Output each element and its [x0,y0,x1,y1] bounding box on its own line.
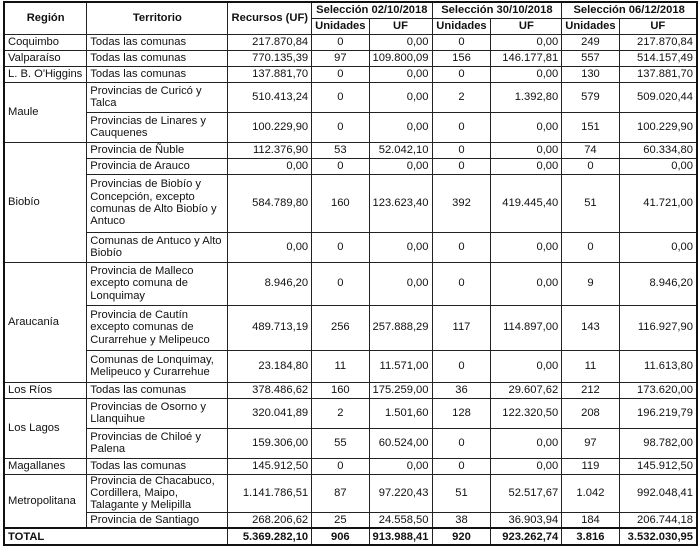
unidades-3-cell: 119 [562,458,619,474]
header-selection-3: Selección 06/12/2018 [562,2,697,18]
territorio-cell: Provincia de Arauco [87,158,228,174]
recursos-cell: 137.881,70 [228,66,312,82]
total-unidades-1: 906 [312,528,369,545]
header-selection-2: Selección 30/10/2018 [432,2,562,18]
territorio-cell: Todas las comunas [87,458,228,474]
uf-2-cell: 0,00 [491,142,562,158]
unidades-1-cell: 0 [312,66,369,82]
recursos-cell: 159.306,00 [228,428,312,458]
recursos-cell: 145.912,50 [228,458,312,474]
header-region: Región [4,2,87,34]
uf-1-cell: 0,00 [369,34,432,50]
uf-2-cell: 114.897,00 [491,305,562,350]
unidades-3-cell: 1.042 [562,474,619,512]
header-uf-3: UF [619,18,697,34]
unidades-1-cell: 87 [312,474,369,512]
unidades-2-cell: 0 [432,112,491,142]
unidades-1-cell: 256 [312,305,369,350]
region-cell: Los Ríos [4,382,87,398]
territorio-cell: Provincias de Curicó y Talca [87,82,228,112]
uf-2-cell: 419.445,40 [491,174,562,232]
unidades-1-cell: 2 [312,398,369,428]
unidades-3-cell: 130 [562,66,619,82]
header-uf-2: UF [491,18,562,34]
unidades-2-cell: 0 [432,262,491,305]
territorio-cell: Provincia de Ñuble [87,142,228,158]
unidades-2-cell: 0 [432,458,491,474]
recursos-cell: 268.206,62 [228,512,312,528]
uf-3-cell: 116.927,90 [619,305,697,350]
uf-2-cell: 1.392,80 [491,82,562,112]
recursos-cell: 378.486,62 [228,382,312,398]
uf-1-cell: 123.623,40 [369,174,432,232]
unidades-3-cell: 249 [562,34,619,50]
unidades-2-cell: 51 [432,474,491,512]
uf-1-cell: 0,00 [369,66,432,82]
table-row [4,50,697,66]
recursos-cell: 510.413,24 [228,82,312,112]
table-row [4,398,697,428]
table-row [4,458,697,474]
region-cell: Biobío [4,142,87,262]
uf-2-cell: 0,00 [491,350,562,382]
table-row [4,474,697,512]
unidades-2-cell: 38 [432,512,491,528]
total-unidades-3: 3.816 [562,528,619,545]
recursos-cell: 112.376,90 [228,142,312,158]
region-cell: Los Lagos [4,398,87,458]
uf-2-cell: 29.607,62 [491,382,562,398]
unidades-1-cell: 11 [312,350,369,382]
unidades-3-cell: 11 [562,350,619,382]
unidades-1-cell: 0 [312,82,369,112]
uf-2-cell: 52.517,67 [491,474,562,512]
unidades-2-cell: 117 [432,305,491,350]
table-row [4,305,697,350]
unidades-2-cell: 0 [432,158,491,174]
territorio-cell: Comunas de Antuco y Alto Biobío [87,232,228,262]
unidades-3-cell: 0 [562,232,619,262]
uf-1-cell: 52.042,10 [369,142,432,158]
unidades-1-cell: 0 [312,112,369,142]
recursos-cell: 217.870,84 [228,34,312,50]
territorio-cell: Provincias de Chiloé y Palena [87,428,228,458]
recursos-cell: 8.946,20 [228,262,312,305]
territorio-cell: Provincias de Biobío y Concepción, excepto comunas de Alto Biobío y Antuco [87,174,228,232]
uf-3-cell: 145.912,50 [619,458,697,474]
uf-1-cell: 24.558,50 [369,512,432,528]
recursos-cell: 100.229,90 [228,112,312,142]
recursos-cell: 584.789,80 [228,174,312,232]
unidades-2-cell: 0 [432,66,491,82]
uf-1-cell: 1.501,60 [369,398,432,428]
recursos-cell: 1.141.786,51 [228,474,312,512]
table-row [4,66,697,82]
uf-1-cell: 109.800,09 [369,50,432,66]
total-uf-3: 3.532.030,95 [619,528,697,545]
uf-1-cell: 0,00 [369,112,432,142]
territorio-cell: Todas las comunas [87,66,228,82]
header-uf-1: UF [369,18,432,34]
uf-3-cell: 514.157,49 [619,50,697,66]
uf-3-cell: 60.334,80 [619,142,697,158]
header-unidades-1: Unidades [312,18,369,34]
uf-3-cell: 41.721,00 [619,174,697,232]
uf-3-cell: 992.048,41 [619,474,697,512]
uf-1-cell: 0,00 [369,232,432,262]
recursos-cell: 770.135,39 [228,50,312,66]
resources-table-container [3,1,698,546]
unidades-1-cell: 25 [312,512,369,528]
total-uf-1: 913.988,41 [369,528,432,545]
total-unidades-2: 920 [432,528,491,545]
uf-3-cell: 509.020,44 [619,82,697,112]
unidades-3-cell: 184 [562,512,619,528]
unidades-1-cell: 53 [312,142,369,158]
uf-3-cell: 173.620,00 [619,382,697,398]
uf-1-cell: 0,00 [369,158,432,174]
territorio-cell: Provincias de Osorno y Llanquihue [87,398,228,428]
header-unidades-2: Unidades [432,18,491,34]
uf-3-cell: 0,00 [619,158,697,174]
unidades-3-cell: 0 [562,158,619,174]
total-label: TOTAL [4,528,228,545]
region-cell: L. B. O'Higgins [4,66,87,82]
uf-3-cell: 0,00 [619,232,697,262]
territorio-cell: Provincia de Cautín excepto comunas de Curarrehue y Melipeuco [87,305,228,350]
table-row [4,350,697,382]
territorio-cell: Todas las comunas [87,382,228,398]
unidades-3-cell: 51 [562,174,619,232]
table-row [4,82,697,112]
unidades-2-cell: 2 [432,82,491,112]
unidades-1-cell: 97 [312,50,369,66]
region-cell: Maule [4,82,87,142]
unidades-1-cell: 160 [312,382,369,398]
uf-3-cell: 100.229,90 [619,112,697,142]
total-uf-2: 923.262,74 [491,528,562,545]
unidades-2-cell: 0 [432,350,491,382]
recursos-cell: 489.713,19 [228,305,312,350]
table-row [4,112,697,142]
unidades-3-cell: 212 [562,382,619,398]
region-cell: Coquimbo [4,34,87,50]
uf-2-cell: 0,00 [491,458,562,474]
uf-2-cell: 0,00 [491,66,562,82]
unidades-1-cell: 160 [312,174,369,232]
uf-3-cell: 196.219,79 [619,398,697,428]
resources-table [3,1,698,546]
uf-1-cell: 175.259,00 [369,382,432,398]
region-cell: Araucanía [4,262,87,382]
unidades-2-cell: 156 [432,50,491,66]
territorio-cell: Todas las comunas [87,34,228,50]
unidades-2-cell: 392 [432,174,491,232]
unidades-1-cell: 55 [312,428,369,458]
unidades-3-cell: 208 [562,398,619,428]
table-row [4,34,697,50]
uf-3-cell: 137.881,70 [619,66,697,82]
unidades-1-cell: 0 [312,158,369,174]
uf-1-cell: 0,00 [369,262,432,305]
unidades-3-cell: 9 [562,262,619,305]
unidades-1-cell: 0 [312,232,369,262]
uf-2-cell: 0,00 [491,158,562,174]
unidades-3-cell: 74 [562,142,619,158]
table-row [4,428,697,458]
uf-2-cell: 146.177,81 [491,50,562,66]
unidades-2-cell: 0 [432,428,491,458]
unidades-3-cell: 151 [562,112,619,142]
territorio-cell: Todas las comunas [87,50,228,66]
table-row [4,174,697,232]
uf-3-cell: 206.744,18 [619,512,697,528]
unidades-3-cell: 143 [562,305,619,350]
unidades-3-cell: 557 [562,50,619,66]
unidades-1-cell: 0 [312,458,369,474]
header-recursos: Recursos (UF) [228,2,312,34]
header-selection-1: Selección 02/10/2018 [312,2,432,18]
total-row [4,528,697,545]
header-unidades-3: Unidades [562,18,619,34]
uf-1-cell: 97.220,43 [369,474,432,512]
uf-2-cell: 0,00 [491,428,562,458]
territorio-cell: Provincia de Chacabuco, Cordillera, Maipo, Talagante y Melipilla [87,474,228,512]
unidades-2-cell: 0 [432,34,491,50]
table-row [4,158,697,174]
unidades-2-cell: 0 [432,232,491,262]
unidades-2-cell: 0 [432,142,491,158]
uf-2-cell: 36.903,94 [491,512,562,528]
unidades-2-cell: 128 [432,398,491,428]
uf-2-cell: 0,00 [491,232,562,262]
territorio-cell: Provincia de Malleco excepto comuna de Lonquimay [87,262,228,305]
uf-1-cell: 60.524,00 [369,428,432,458]
uf-1-cell: 11.571,00 [369,350,432,382]
unidades-2-cell: 36 [432,382,491,398]
uf-1-cell: 0,00 [369,458,432,474]
recursos-cell: 320.041,89 [228,398,312,428]
recursos-cell: 0,00 [228,158,312,174]
recursos-cell: 23.184,80 [228,350,312,382]
uf-3-cell: 11.613,80 [619,350,697,382]
unidades-3-cell: 579 [562,82,619,112]
uf-2-cell: 122.320,50 [491,398,562,428]
region-cell: Magallanes [4,458,87,474]
total-recursos: 5.369.282,10 [228,528,312,545]
table-row [4,142,697,158]
recursos-cell: 0,00 [228,232,312,262]
territorio-cell: Provincias de Linares y Cauquenes [87,112,228,142]
table-row [4,262,697,305]
table-row [4,382,697,398]
uf-1-cell: 0,00 [369,82,432,112]
region-cell: Valparaíso [4,50,87,66]
territorio-cell: Provincia de Santiago [87,512,228,528]
unidades-1-cell: 0 [312,262,369,305]
unidades-1-cell: 0 [312,34,369,50]
region-cell: Metropolitana [4,474,87,528]
uf-3-cell: 8.946,20 [619,262,697,305]
uf-2-cell: 0,00 [491,262,562,305]
uf-2-cell: 0,00 [491,34,562,50]
territorio-cell: Comunas de Lonquimay, Melipeuco y Curarrehue [87,350,228,382]
uf-3-cell: 217.870,84 [619,34,697,50]
header-territorio: Territorio [87,2,228,34]
table-row [4,512,697,528]
table-row [4,232,697,262]
uf-3-cell: 98.782,00 [619,428,697,458]
uf-2-cell: 0,00 [491,112,562,142]
uf-1-cell: 257.888,29 [369,305,432,350]
unidades-3-cell: 97 [562,428,619,458]
